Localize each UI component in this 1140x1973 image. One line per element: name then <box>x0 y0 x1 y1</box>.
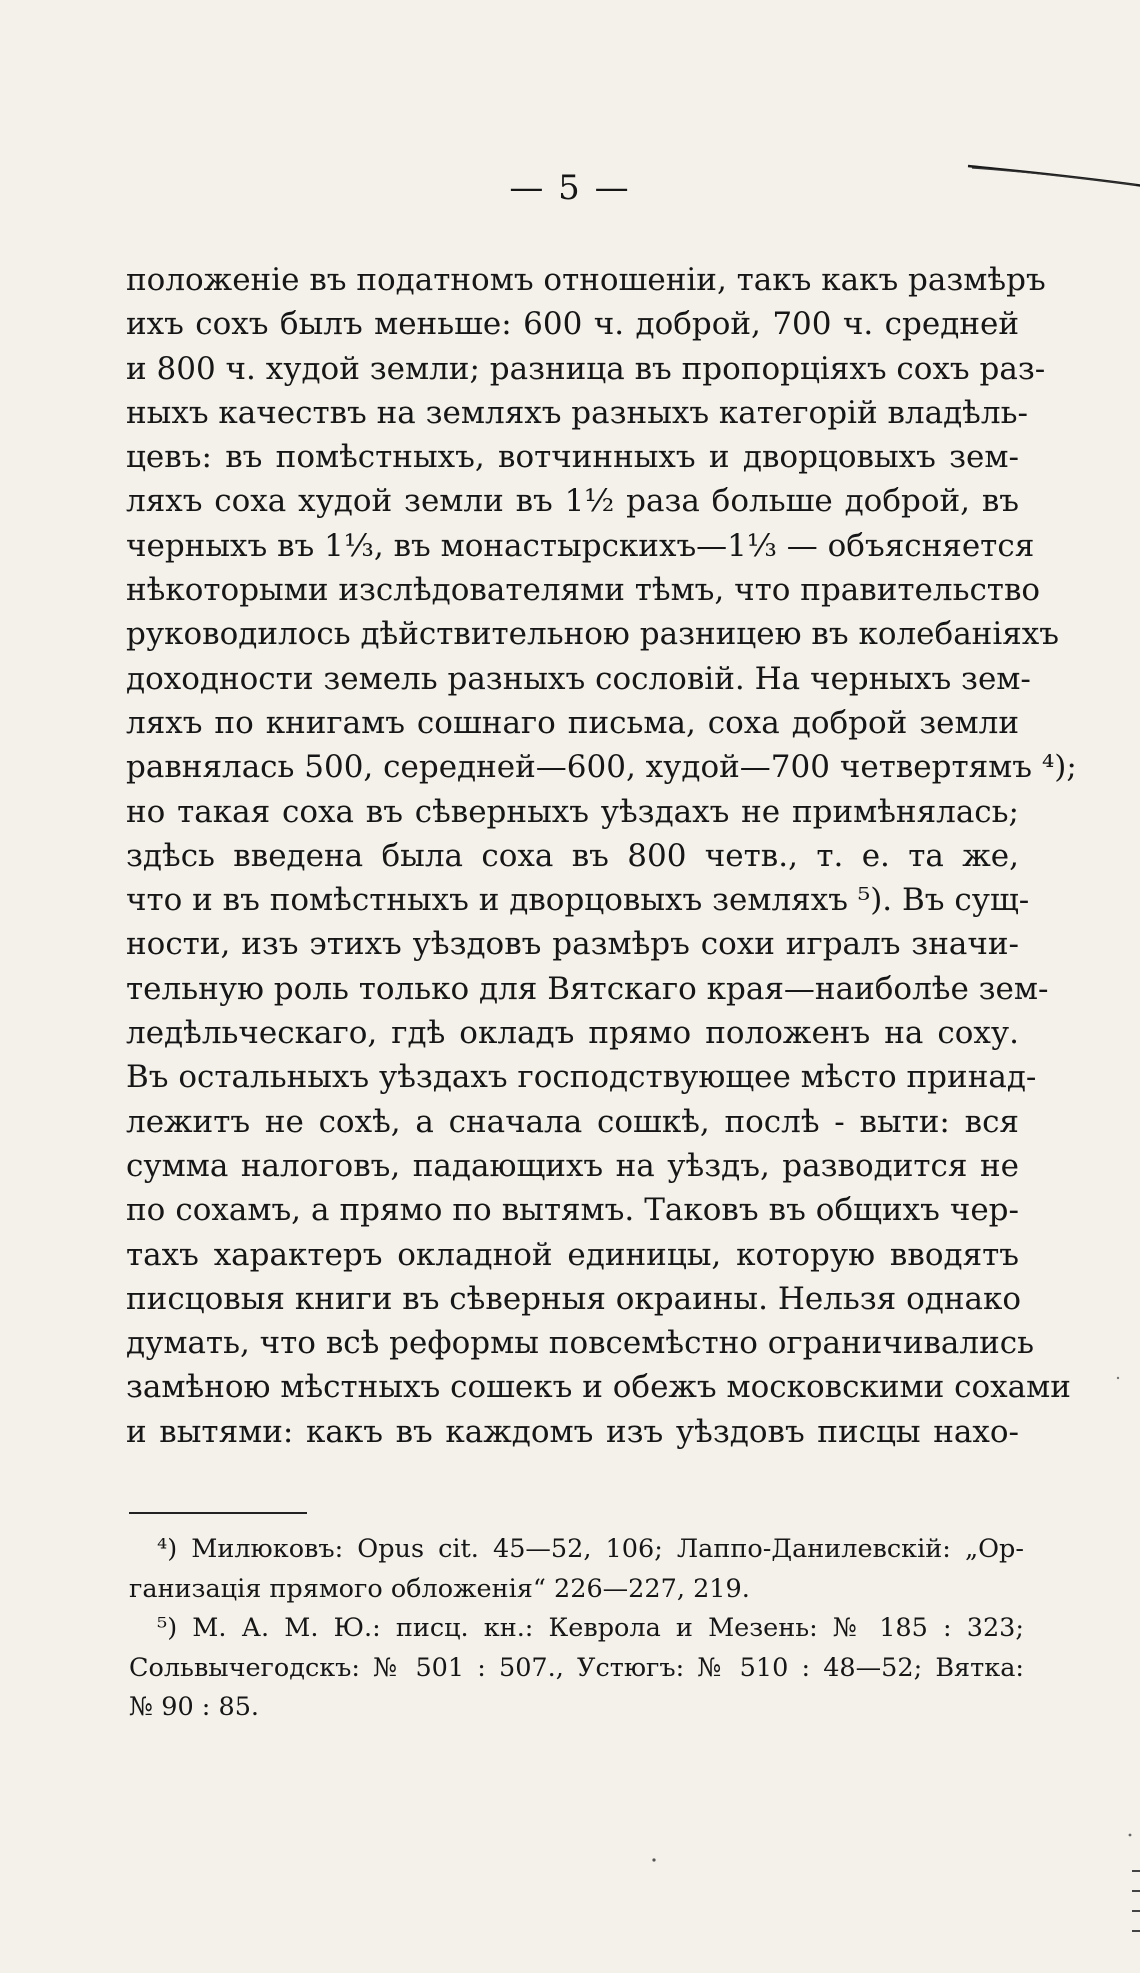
footnote-line: ганизація прямого обложенія“ 226—227, 219. <box>129 1573 750 1604</box>
text-line: ледѣльческаго, гдѣ окладъ прямо положенъ на соху. <box>126 1015 1019 1052</box>
text-line: ляхъ по книгамъ сошнаго письма, соха доброй земли <box>126 704 1019 741</box>
text-line: ности, изъ этихъ уѣздовъ размѣръ сохи игралъ значи- <box>126 926 1019 963</box>
text-line: думать, что всѣ реформы повсемѣстно ограничивались <box>126 1325 1035 1362</box>
footnote-line: № 90 : 85. <box>129 1692 260 1722</box>
text-line: положеніе въ податномъ отношеніи, такъ какъ размѣръ <box>126 262 1046 298</box>
footnote-line: ⁴) Милюковъ: Opus cit. 45—52, 106; Лаппо-Данилевскій: „Ор- <box>157 1534 1024 1564</box>
text-line: ляхъ соха худой земли въ 1½ раза больше доброй, въ <box>126 483 1019 520</box>
text-line: лежитъ не сохѣ, а сначала сошкѣ, послѣ - выти: вся <box>126 1103 1019 1140</box>
footnote-line: ⁵) М. А. М. Ю.: писц. кн.: Кеврола и Мезень: № 185 : 323; <box>157 1613 1024 1643</box>
text-line: сумма налоговъ, падающихъ на уѣздъ, разводится не <box>126 1147 1019 1184</box>
text-line: ныхъ качествъ на земляхъ разныхъ категорій владѣль- <box>126 394 1028 431</box>
text-line: Въ остальныхъ уѣздахъ господствующее мѣсто принад- <box>126 1059 1037 1096</box>
text-line: черныхъ въ 1⅓, въ монастырскихъ—1⅓ — объясняется <box>126 527 1035 564</box>
text-line: и 800 ч. худой земли; разница въ пропорціяхъ сохъ раз- <box>126 350 1046 387</box>
text-line: здѣсь введена была соха въ 800 четв., т. е. та же, <box>126 837 1019 874</box>
text-line: равнялась 500, середней—600, худой—700 четвертямъ ⁴); <box>126 749 1077 786</box>
footnote-line: Сольвычегодскъ: № 501 : 507., Устюгъ: № 510 : 48—52; Вятка: <box>129 1652 1024 1683</box>
text-line: доходности земель разныхъ сословій. На черныхъ зем- <box>126 660 1031 697</box>
text-line: цевъ: въ помѣстныхъ, вотчинныхъ и дворцовыхъ зем- <box>126 439 1019 476</box>
text-line: и вытями: какъ въ каждомъ изъ уѣздовъ писцы нахо- <box>126 1413 1019 1450</box>
text-line: тельную роль только для Вятскаго края—наиболѣе зем- <box>126 970 1049 1007</box>
text-line: ихъ сохъ былъ меньше: 600 ч. доброй, 700 ч. средней <box>126 306 1019 343</box>
text-line: что и въ помѣстныхъ и дворцовыхъ земляхъ ⁵). Въ сущ- <box>126 882 1030 919</box>
text-line: нѣкоторыми изслѣдователями тѣмъ, что правительство <box>126 572 1041 609</box>
text-line: но такая соха въ сѣверныхъ уѣздахъ не примѣнялась; <box>126 793 1019 830</box>
text-line: замѣною мѣстныхъ сошекъ и обежъ московскими сохами <box>126 1369 1071 1406</box>
text-line: по сохамъ, а прямо по вытямъ. Таковъ въ общихъ чер- <box>126 1192 1019 1229</box>
text-line: писцовыя книги въ сѣверныя окраины. Нельзя однако <box>126 1280 1022 1317</box>
text-line: тахъ характеръ окладной единицы, которую вводятъ <box>126 1236 1019 1273</box>
page-number: — 5 — <box>509 168 631 208</box>
text-line: руководилось дѣйствительною разницею въ колебаніяхъ <box>126 616 1060 653</box>
